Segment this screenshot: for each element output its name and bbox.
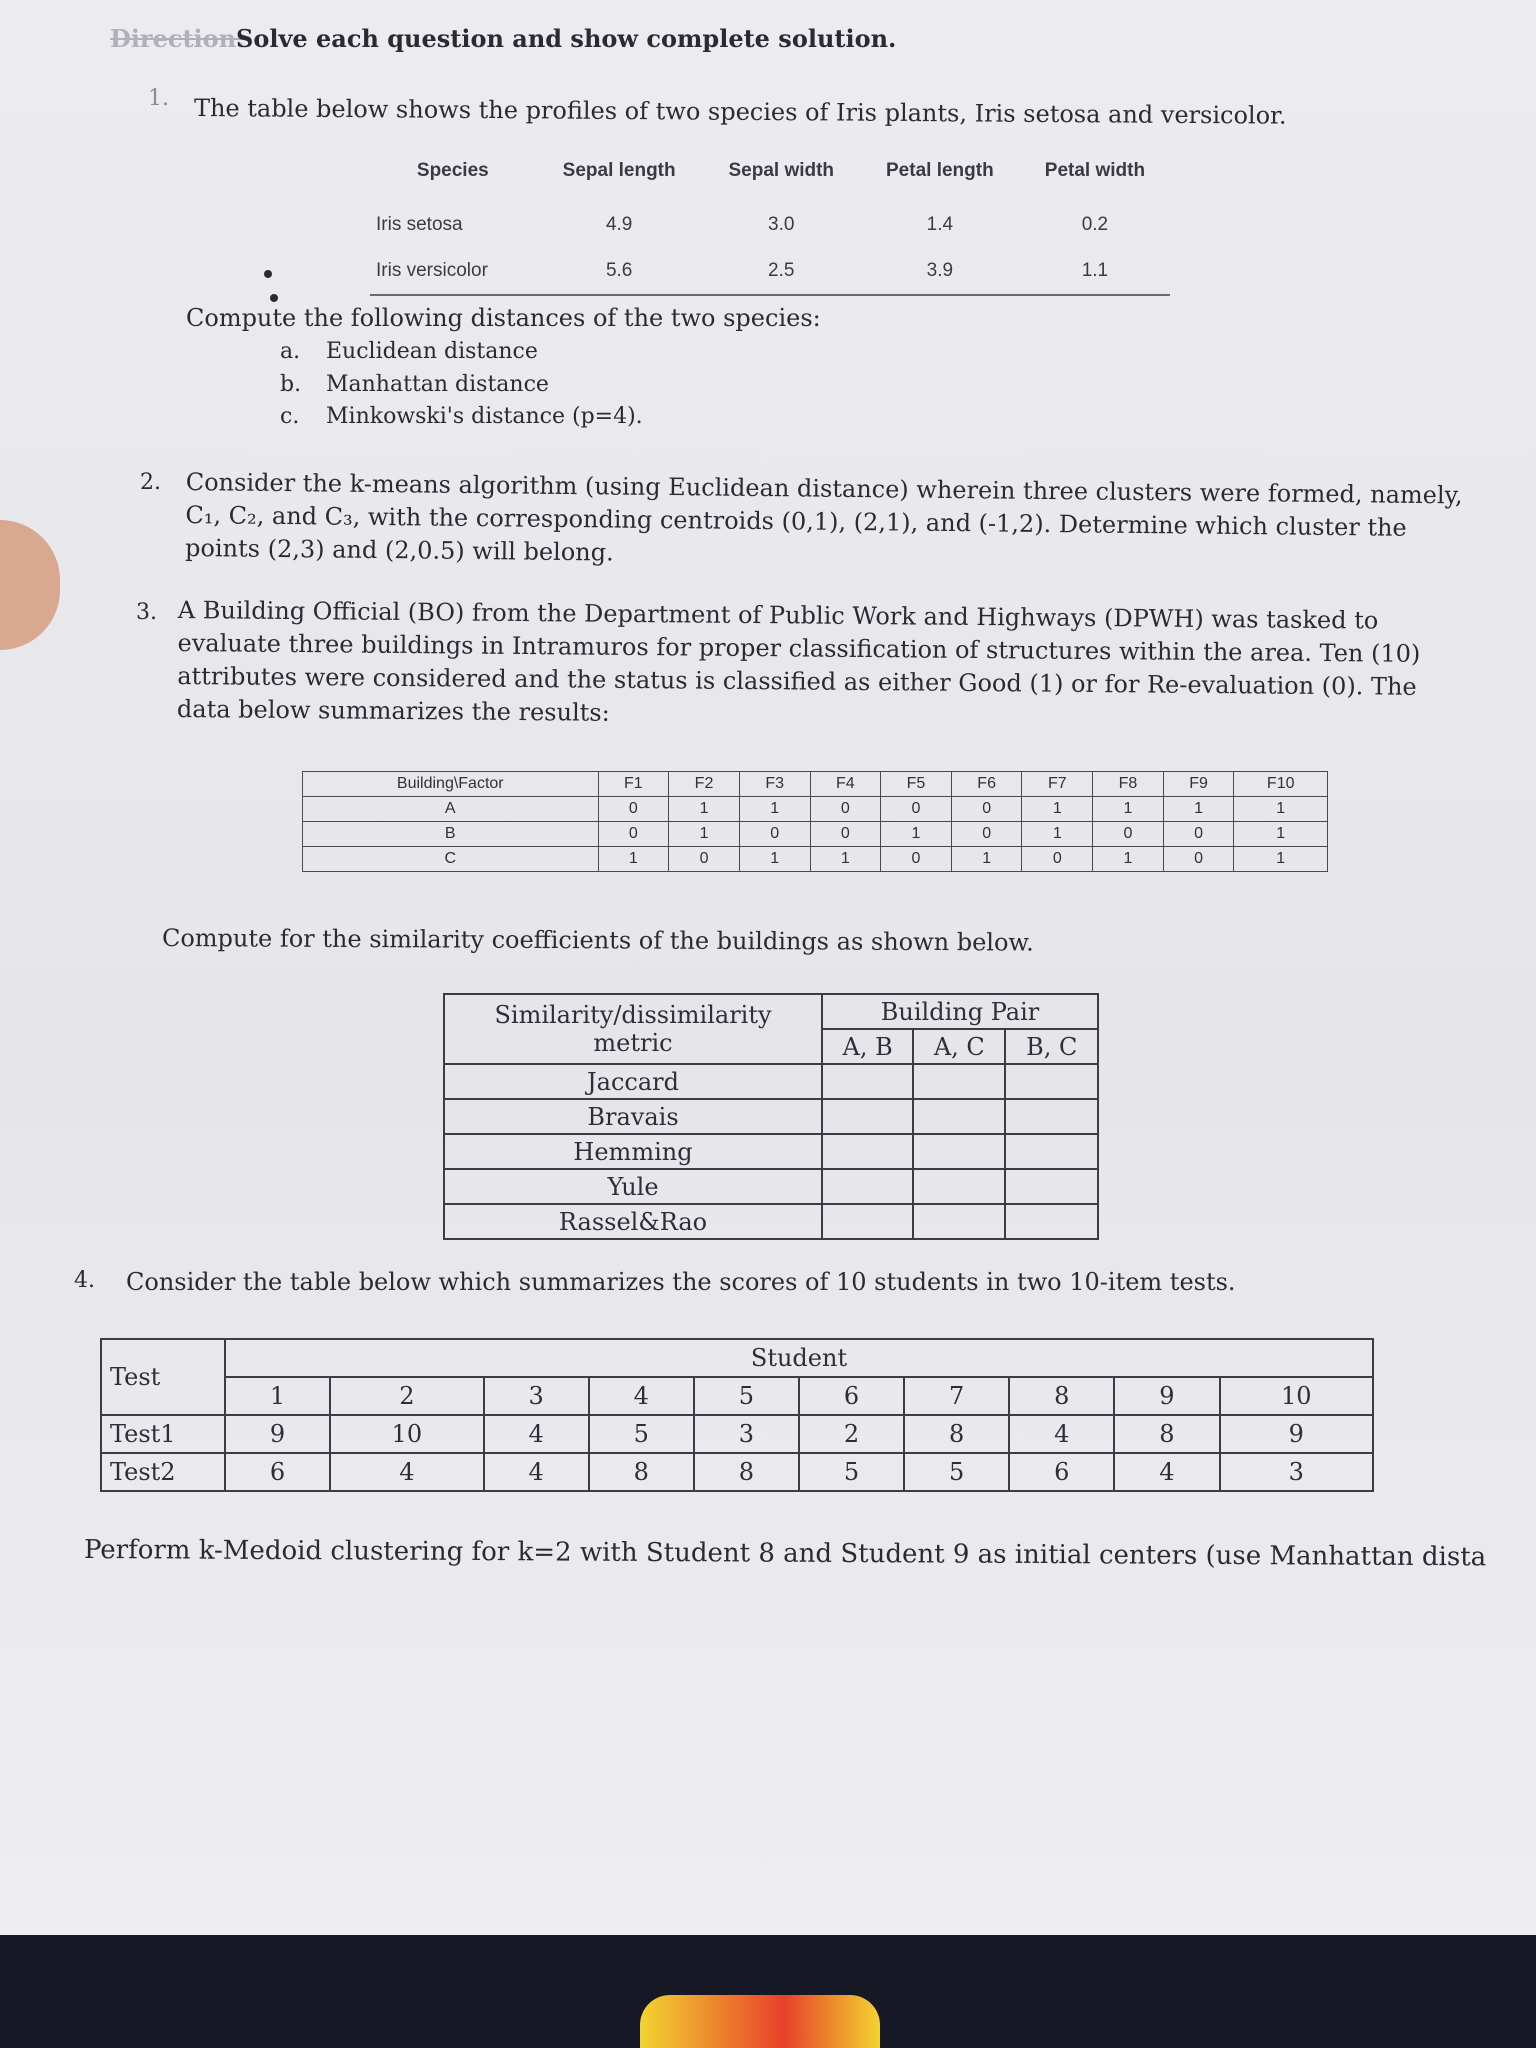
table-row bbox=[303, 797, 1328, 822]
factor-cell: 0 bbox=[1022, 847, 1093, 872]
score-cell: 6 bbox=[225, 1453, 330, 1491]
student-number: 9 bbox=[1114, 1377, 1219, 1415]
answer-cell[interactable] bbox=[913, 1064, 1005, 1099]
score-cell: 5 bbox=[799, 1453, 904, 1491]
value-cell: 3.9 bbox=[860, 248, 1020, 295]
table-row bbox=[444, 1064, 1098, 1099]
student-number-row bbox=[101, 1377, 1373, 1415]
faded-direction-label: Direction: bbox=[110, 24, 245, 53]
score-cell: 8 bbox=[589, 1453, 694, 1491]
factor-cell: 1 bbox=[1234, 847, 1328, 872]
score-cell: 4 bbox=[330, 1453, 483, 1491]
metric-name: Yule bbox=[444, 1169, 822, 1204]
factor-cell: 0 bbox=[881, 847, 952, 872]
table-row bbox=[444, 1134, 1098, 1169]
student-number: 5 bbox=[694, 1377, 799, 1415]
factor-cell: 1 bbox=[951, 847, 1022, 872]
student-number: 4 bbox=[589, 1377, 694, 1415]
building-header-cell: F3 bbox=[739, 772, 810, 797]
metric-name: Rassel&Rao bbox=[444, 1204, 822, 1239]
factor-cell: 1 bbox=[739, 797, 810, 822]
bullet-mark bbox=[264, 270, 272, 278]
value-cell: 0.2 bbox=[1081, 214, 1109, 235]
q4-text: Consider the table below which summarizes the scores of 10 students in two 10-item tests. bbox=[126, 1268, 1236, 1296]
table-row bbox=[444, 1169, 1098, 1204]
similarity-table bbox=[443, 993, 1099, 1240]
building-header-cell: F8 bbox=[1093, 772, 1164, 797]
q2-number: 2. bbox=[140, 470, 161, 495]
pair-cell: A, C bbox=[913, 1029, 1005, 1064]
score-header-row bbox=[101, 1339, 1373, 1377]
building-cell: C bbox=[303, 847, 599, 872]
factor-cell: 0 bbox=[951, 797, 1022, 822]
student-number: 6 bbox=[799, 1377, 904, 1415]
pair-cell: A, B bbox=[822, 1029, 913, 1064]
building-factor-table bbox=[302, 771, 1328, 872]
value-cell: 4.9 bbox=[605, 214, 633, 235]
q1-item-text: Euclidean distance bbox=[326, 339, 538, 364]
student-number: 8 bbox=[1009, 1377, 1114, 1415]
answer-cell[interactable] bbox=[1005, 1204, 1098, 1239]
test-header: Test bbox=[101, 1339, 225, 1415]
finger bbox=[0, 520, 60, 650]
q4-prompt: Perform k-Medoid clustering for k=2 with Student 8 and Student 9 as initial centers (use Manhattan dista bbox=[83, 1535, 1487, 1573]
score-cell: 10 bbox=[330, 1415, 483, 1453]
score-cell: 9 bbox=[1220, 1415, 1374, 1453]
building-header-cell: F2 bbox=[669, 772, 740, 797]
factor-cell: 1 bbox=[1234, 822, 1328, 847]
building-cell: A bbox=[303, 797, 599, 822]
score-cell: 3 bbox=[1220, 1453, 1374, 1491]
score-cell: 5 bbox=[589, 1415, 694, 1453]
q1-item-letter: b. bbox=[280, 372, 302, 397]
species-cell: Iris setosa bbox=[376, 214, 463, 235]
answer-cell[interactable] bbox=[1005, 1169, 1098, 1204]
instruction-heading: Solve each question and show complete solution. bbox=[236, 24, 897, 53]
building-header-cell: F1 bbox=[598, 772, 669, 797]
q4-number: 4. bbox=[74, 1268, 95, 1293]
score-cell: 5 bbox=[904, 1453, 1009, 1491]
score-cell: 8 bbox=[904, 1415, 1009, 1453]
q1-prompt: Compute the following distances of the two species: bbox=[186, 304, 821, 332]
factor-cell: 0 bbox=[669, 847, 740, 872]
answer-cell[interactable] bbox=[1005, 1064, 1098, 1099]
factor-cell: 1 bbox=[1234, 797, 1328, 822]
iris-header-cell: Sepal width bbox=[728, 160, 835, 181]
factor-cell: 0 bbox=[598, 822, 669, 847]
factor-cell: 0 bbox=[739, 822, 810, 847]
answer-cell[interactable] bbox=[822, 1134, 913, 1169]
factor-cell: 0 bbox=[810, 822, 881, 847]
pair-cell: B, C bbox=[1005, 1029, 1098, 1064]
factor-cell: 1 bbox=[739, 847, 810, 872]
q1-item-text: Minkowski's distance (p=4). bbox=[326, 404, 643, 429]
q2-text: Consider the k-means algorithm (using Euclidean distance) wherein three clusters were formed, namely, C₁, C₂, and C₃, with the corresponding centroids (0,1), (2,1), and (-1,2). Determine which cluster the points (2,3) and (2,0.5) will belong. bbox=[184, 467, 1463, 567]
building-header-cell: F7 bbox=[1022, 772, 1093, 797]
answer-cell[interactable] bbox=[1005, 1099, 1098, 1134]
metric-name: Hemming bbox=[444, 1134, 822, 1169]
score-cell: 4 bbox=[1009, 1415, 1114, 1453]
q1-intro: The table below shows the profiles of two species of Iris plants, Iris setosa and versicolor. bbox=[193, 94, 1287, 130]
score-cell: 3 bbox=[694, 1415, 799, 1453]
table-row bbox=[303, 847, 1328, 872]
factor-cell: 0 bbox=[881, 797, 952, 822]
answer-cell[interactable] bbox=[913, 1169, 1005, 1204]
factor-cell: 0 bbox=[951, 822, 1022, 847]
factor-cell: 1 bbox=[598, 847, 669, 872]
score-cell: 2 bbox=[799, 1415, 904, 1453]
answer-cell[interactable] bbox=[822, 1169, 913, 1204]
factor-cell: 1 bbox=[1093, 847, 1164, 872]
factor-cell: 1 bbox=[810, 847, 881, 872]
iris-header-cell: Sepal length bbox=[562, 160, 676, 181]
building-header-cell: F4 bbox=[810, 772, 881, 797]
answer-cell[interactable] bbox=[913, 1134, 1005, 1169]
table-row bbox=[444, 1099, 1098, 1134]
q1-item-letter: a. bbox=[280, 339, 301, 364]
student-header: Student bbox=[225, 1339, 1373, 1377]
iris-header-cell: Petal length bbox=[886, 160, 994, 181]
factor-cell: 0 bbox=[1163, 847, 1234, 872]
building-header-row bbox=[303, 772, 1328, 797]
test-label: Test1 bbox=[101, 1415, 225, 1453]
species-cell: Iris versicolor bbox=[370, 248, 536, 295]
pair-header: Building Pair bbox=[822, 994, 1098, 1029]
answer-cell[interactable] bbox=[822, 1099, 913, 1134]
iris-table bbox=[370, 150, 1170, 296]
factor-cell: 0 bbox=[1093, 822, 1164, 847]
metric-name: Bravais bbox=[444, 1099, 822, 1134]
score-cell: 4 bbox=[484, 1415, 589, 1453]
metric-name: Jaccard bbox=[444, 1064, 822, 1099]
table-row bbox=[101, 1415, 1373, 1453]
factor-cell: 1 bbox=[669, 822, 740, 847]
score-cell: 9 bbox=[225, 1415, 330, 1453]
building-header-cell: Building\Factor bbox=[303, 772, 599, 797]
building-header-cell: F10 bbox=[1234, 772, 1328, 797]
student-number: 1 bbox=[225, 1377, 330, 1415]
factor-cell: 1 bbox=[1022, 797, 1093, 822]
sim-header-row bbox=[444, 994, 1098, 1029]
test-label: Test2 bbox=[101, 1453, 225, 1491]
factor-cell: 1 bbox=[1093, 797, 1164, 822]
building-cell: B bbox=[303, 822, 599, 847]
iris-header-row bbox=[370, 150, 1170, 202]
q3-number: 3. bbox=[136, 600, 157, 625]
answer-cell[interactable] bbox=[1005, 1134, 1098, 1169]
student-number: 2 bbox=[330, 1377, 483, 1415]
iris-header-cell: Species bbox=[416, 160, 489, 181]
sticker-graphic bbox=[640, 1995, 880, 2048]
answer-cell[interactable] bbox=[913, 1204, 1005, 1239]
factor-cell: 1 bbox=[669, 797, 740, 822]
table-row bbox=[101, 1453, 1373, 1491]
student-scores-table bbox=[100, 1338, 1374, 1492]
building-header-cell: F6 bbox=[951, 772, 1022, 797]
answer-cell[interactable] bbox=[822, 1064, 913, 1099]
factor-cell: 1 bbox=[881, 822, 952, 847]
q1-number: 1. bbox=[148, 86, 169, 111]
factor-cell: 0 bbox=[598, 797, 669, 822]
q3-text: A Building Official (BO) from the Department of Public Work and Highways (DPWH) was tasked to evaluate three buildings in Intramuros for proper classification of structures within the area. Ten (10) attributes were considered and the status is classified as either Good (1) or for Re-evaluation (0). The data below summarizes the results: bbox=[176, 595, 1421, 727]
table-row bbox=[303, 822, 1328, 847]
score-cell: 6 bbox=[1009, 1453, 1114, 1491]
building-header-cell: F5 bbox=[881, 772, 952, 797]
score-cell: 4 bbox=[1114, 1453, 1219, 1491]
value-cell: 2.5 bbox=[703, 248, 860, 295]
table-row bbox=[444, 1204, 1098, 1239]
student-number: 7 bbox=[904, 1377, 1009, 1415]
iris-header-cell: Petal width bbox=[1044, 160, 1146, 181]
factor-cell: 0 bbox=[810, 797, 881, 822]
factor-cell: 1 bbox=[1022, 822, 1093, 847]
score-cell: 8 bbox=[694, 1453, 799, 1491]
q1-item-letter: c. bbox=[280, 404, 300, 429]
student-number: 10 bbox=[1220, 1377, 1374, 1415]
score-cell: 8 bbox=[1114, 1415, 1219, 1453]
table-row bbox=[370, 248, 1170, 295]
value-cell: 3.0 bbox=[768, 214, 795, 235]
table-row bbox=[370, 202, 1170, 248]
value-cell: 1.4 bbox=[926, 214, 954, 235]
value-cell: 1.1 bbox=[1020, 248, 1170, 295]
student-number: 3 bbox=[484, 1377, 589, 1415]
score-cell: 4 bbox=[484, 1453, 589, 1491]
value-cell: 5.6 bbox=[536, 248, 703, 295]
metric-header: Similarity/dissimilarity metric bbox=[444, 994, 822, 1064]
factor-cell: 0 bbox=[1163, 822, 1234, 847]
answer-cell[interactable] bbox=[822, 1204, 913, 1239]
q1-item-text: Manhattan distance bbox=[326, 372, 549, 397]
factor-cell: 1 bbox=[1163, 797, 1234, 822]
building-header-cell: F9 bbox=[1163, 772, 1234, 797]
bullet-mark bbox=[270, 294, 278, 302]
answer-cell[interactable] bbox=[913, 1099, 1005, 1134]
q3-prompt: Compute for the similarity coefficients of the buildings as shown below. bbox=[161, 924, 1034, 957]
